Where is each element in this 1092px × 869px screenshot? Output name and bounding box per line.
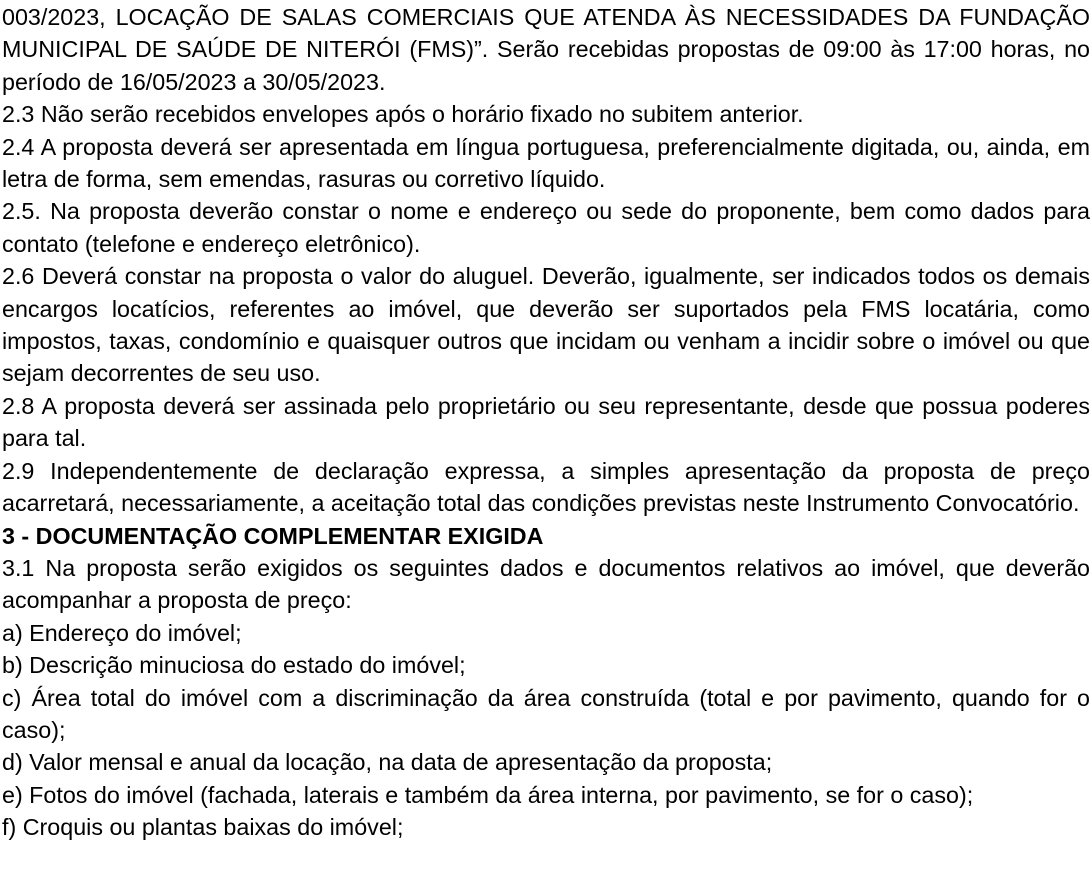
list-item-a: a) Endereço do imóvel;: [2, 619, 242, 646]
paragraph-2-9: 2.9 Independentemente de declaração expressa, a simples apresentação da proposta de preço acarretará, necessariamente, a aceitação total das condições previstas neste Instrumento Convocatório.: [2, 457, 1090, 517]
list-item-c: c) Área total do imóvel com a discriminação da área construída (total e por pavimento, quando for o caso);: [2, 684, 1090, 743]
paragraph-section-2-2-continuation: 003/2023, LOCAÇÃO DE SALAS COMERCIAIS QUE ATENDA ÀS NECESSIDADES DA FUNDAÇÃO MUNICIPAL DE SAÚDE DE NITERÓI (FMS)”. Serão recebidas propostas de 09:00 às 17:00 horas, no período de 16/05/2023 a 30/05/2023.: [2, 4, 1090, 95]
paragraph-2-6: 2.6 Deverá constar na proposta o valor do aluguel. Deverão, igualmente, ser indicados todos os demais encargos locatícios, referentes ao imóvel, que deverão ser suportados pela FMS locatária, como impostos, taxas, condomínio e quaisquer outros que incidam ou venham a incidir sobre o imóvel ou que sejam decorrentes de seu uso.: [2, 263, 1090, 387]
paragraph-3-1: 3.1 Na proposta serão exigidos os seguintes dados e documentos relativos ao imóvel, que deverão acompanhar a proposta de preço:: [2, 554, 1090, 614]
paragraph-2-4: 2.4 A proposta deverá ser apresentada em língua portuguesa, preferencialmente digitada, ou, ainda, em letra de forma, sem emendas, rasuras ou corretivo líquido.: [2, 133, 1090, 193]
list-item-b: b) Descrição minuciosa do estado do imóvel;: [2, 652, 466, 679]
paragraph-2-3: 2.3 Não serão recebidos envelopes após o horário fixado no subitem anterior.: [2, 101, 804, 128]
list-item-e: e) Fotos do imóvel (fachada, laterais e também da área interna, por pavimento, se for o caso);: [2, 781, 974, 808]
paragraph-2-8: 2.8 A proposta deverá ser assinada pelo proprietário ou seu representante, desde que possua poderes para tal.: [2, 392, 1090, 452]
paragraph-2-5: 2.5. Na proposta deverão constar o nome e endereço ou sede do proponente, bem como dados para contato (telefone e endereço eletrônico).: [2, 198, 1090, 257]
section-3-heading: 3 - DOCUMENTAÇÃO COMPLEMENTAR EXIGIDA: [2, 522, 544, 549]
list-item-f: f) Croquis ou plantas baixas do imóvel;: [2, 814, 404, 841]
list-item-d: d) Valor mensal e anual da locação, na data de apresentação da proposta;: [2, 749, 773, 776]
